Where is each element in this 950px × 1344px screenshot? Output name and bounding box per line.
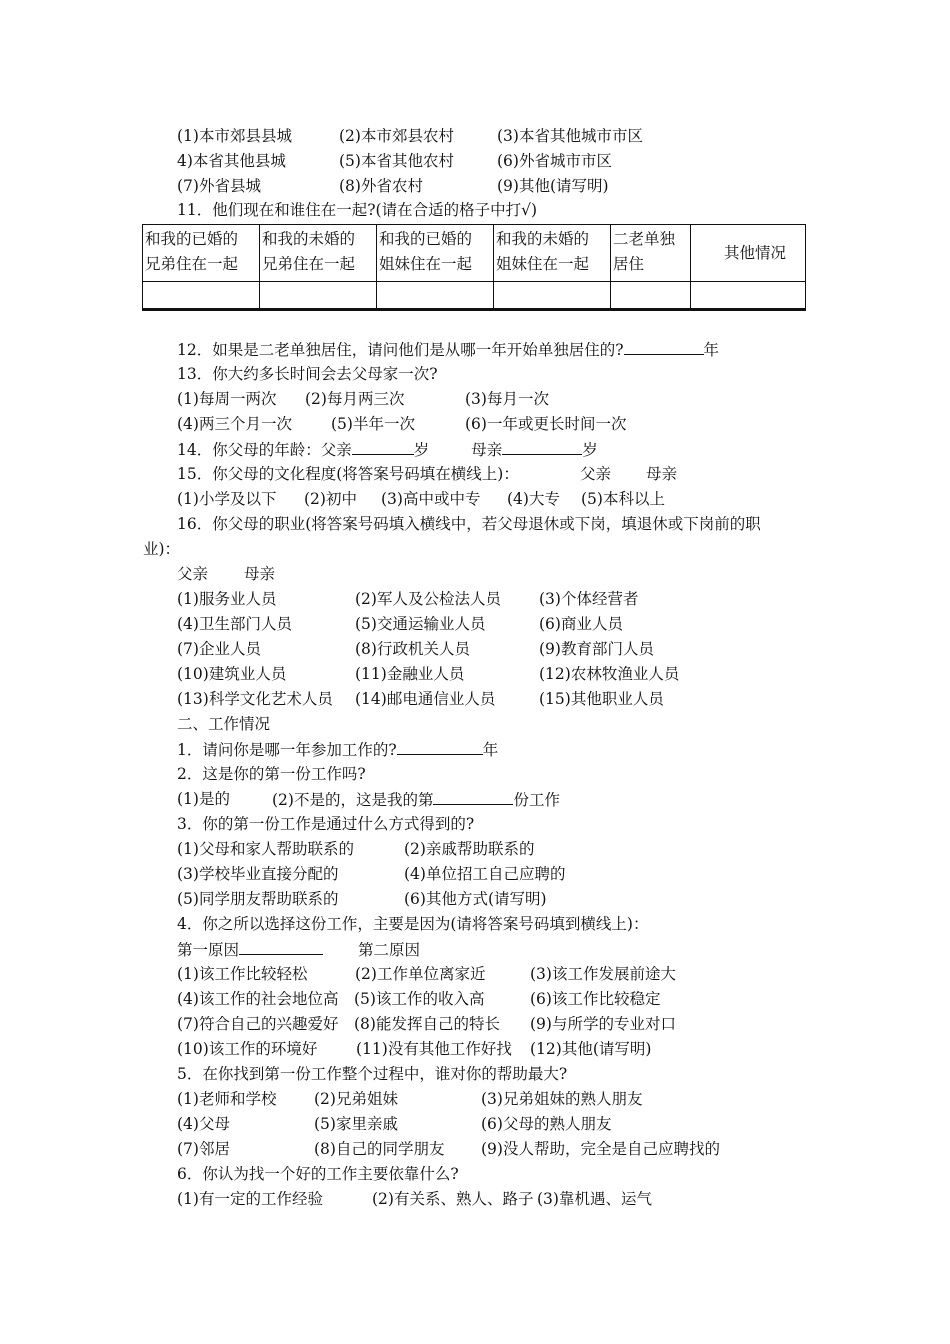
option: (6)该工作比较稳定	[530, 990, 661, 1008]
checkbox-cell[interactable]	[611, 282, 690, 309]
option: (10)该工作的环境好	[177, 1040, 318, 1058]
option: (2)每月两三次	[305, 390, 405, 408]
first-reason-label: 第一原因	[177, 941, 240, 959]
option: (10)建筑业人员	[177, 665, 287, 683]
option: (15)其他职业人员	[539, 690, 664, 708]
question-14	[177, 439, 598, 460]
option: (3)本省其他城市市区	[497, 127, 643, 145]
mother-label: 母亲	[244, 565, 276, 583]
option: (7)企业人员	[177, 640, 261, 658]
father-label: 父亲	[177, 565, 209, 583]
second-reason-label: 第二原因	[358, 941, 421, 959]
option: (6)父母的熟人朋友	[481, 1115, 612, 1133]
reason-line	[177, 939, 420, 960]
option: (8)行政机关人员	[355, 640, 470, 658]
question-12	[177, 339, 719, 360]
option: (9)与所学的专业对口	[530, 1015, 676, 1033]
option: (6)商业人员	[539, 615, 623, 633]
option: (7)符合自己的兴趣爱好	[177, 1015, 339, 1033]
father-label: 父亲	[580, 465, 612, 483]
living-arrangement-table	[142, 224, 806, 311]
option: (7)外省县城	[177, 177, 261, 195]
option: (6)外省城市市区	[497, 152, 612, 170]
table-header: 和我的未婚的	[496, 230, 590, 248]
question-text: 12．如果是二老单独居住，请问他们是从哪一年开始单独居住的?	[177, 341, 624, 359]
option: (2)本市郊县农村	[339, 127, 454, 145]
question-11: 11．他们现在和谁住在一起?(请在合适的格子中打√)	[177, 201, 538, 219]
option: (11)金融业人员	[355, 665, 465, 683]
option: (1)本市郊县县城	[177, 127, 292, 145]
option: 4)本省其他县城	[177, 152, 286, 170]
option: (6)其他方式(请写明)	[404, 890, 547, 908]
table-header: 居住	[613, 255, 645, 273]
option: (3)兄弟姐妹的熟人朋友	[481, 1090, 643, 1108]
option: (4)两三个月一次	[177, 415, 292, 433]
option: (3)该工作发展前途大	[530, 965, 676, 983]
question-13: 13．你大约多长时间会去父母家一次?	[177, 365, 438, 383]
option: (6)一年或更长时间一次	[465, 415, 627, 433]
option: (4)该工作的社会地位高	[177, 990, 339, 1008]
work-question-1	[177, 739, 498, 760]
option: (5)本省其他农村	[339, 152, 454, 170]
checkbox-cell[interactable]	[377, 282, 493, 309]
option: (8)能发挥自己的特长	[354, 1015, 500, 1033]
option: (1)老师和学校	[177, 1090, 277, 1108]
option: (1)是的	[177, 790, 230, 808]
table-header: 和我的未婚的	[262, 230, 356, 248]
mother-age-blank[interactable]	[502, 439, 582, 455]
option: (3)个体经营者	[539, 590, 639, 608]
option: (3)靠机遇、运气	[537, 1190, 652, 1208]
option: (5)本科以上	[581, 490, 665, 508]
option-text: (2)不是的，这是我的第	[272, 791, 434, 809]
work-question-4: 4．你之所以选择这份工作，主要是因为(请将答案号码填到横线上)：	[177, 915, 649, 933]
option: (3)高中或中专	[381, 490, 481, 508]
father-age-blank[interactable]	[352, 439, 414, 455]
option: (5)交通运输业人员	[355, 615, 486, 633]
option: (1)父母和家人帮助联系的	[177, 840, 354, 858]
option: (2)亲戚帮助联系的	[404, 840, 535, 858]
option: (9)其他(请写明)	[497, 177, 609, 195]
option: (3)每月一次	[465, 390, 549, 408]
option: (4)单位招工自己应聘的	[404, 865, 566, 883]
option: (4)大专	[507, 490, 560, 508]
option: (1)每周一两次	[177, 390, 277, 408]
table-header: 兄弟住在一起	[262, 255, 356, 273]
option: (3)学校毕业直接分配的	[177, 865, 339, 883]
option: (8)外省农村	[339, 177, 423, 195]
table-header: 和我的已婚的	[379, 230, 473, 248]
unit-label: 年	[482, 741, 499, 759]
answer-blank[interactable]	[397, 739, 483, 755]
question-16: 16．你父母的职业(将答案号码填入横线中，若父母退休或下岗，填退休或下岗前的职	[177, 515, 761, 533]
checkbox-cell[interactable]	[691, 282, 805, 309]
table-header: 兄弟住在一起	[145, 255, 239, 273]
table-header: 和我的已婚的	[145, 230, 239, 248]
section-title: 二、工作情况	[177, 715, 271, 733]
table-header: 姐妹住在一起	[496, 255, 590, 273]
option: (2)军人及公检法人员	[355, 590, 501, 608]
checkbox-cell[interactable]	[494, 282, 610, 309]
table-header: 二老单独	[613, 230, 676, 248]
question-16-cont: 业)：	[143, 540, 181, 558]
answer-blank[interactable]	[624, 339, 704, 355]
option	[272, 789, 560, 810]
option: (14)邮电通信业人员	[355, 690, 496, 708]
option-text: 份工作	[513, 791, 560, 809]
work-question-2: 2．这是你的第一份工作吗?	[177, 765, 366, 783]
option: (8)自己的同学朋友	[314, 1140, 445, 1158]
checkbox-cell[interactable]	[260, 282, 376, 309]
option: (13)科学文化艺术人员	[177, 690, 333, 708]
option: (1)该工作比较轻松	[177, 965, 308, 983]
question-text: 1．请问你是哪一年参加工作的?	[177, 741, 397, 759]
table-header: 姐妹住在一起	[379, 255, 473, 273]
work-question-5: 5．在你找到第一份工作整个过程中，谁对你的帮助最大?	[177, 1065, 568, 1083]
option: (2)兄弟姐妹	[314, 1090, 398, 1108]
option: (5)家里亲戚	[314, 1115, 398, 1133]
question-15: 15．你父母的文化程度(将答案号码填在横线上)：	[177, 465, 519, 483]
unit-label: 岁	[413, 441, 430, 459]
option: (1)小学及以下	[177, 490, 277, 508]
answer-blank[interactable]	[433, 789, 513, 805]
option: (2)有关系、熟人、路子	[372, 1190, 534, 1208]
table-header: 其他情况	[724, 244, 787, 262]
option: (7)邻居	[177, 1140, 230, 1158]
mother-label: 母亲	[646, 465, 678, 483]
work-question-3: 3．你的第一份工作是通过什么方式得到的?	[177, 815, 475, 833]
first-reason-blank[interactable]	[239, 939, 323, 955]
option: (5)半年一次	[331, 415, 415, 433]
option: (9)没人帮助，完全是自己应聘找的	[481, 1140, 720, 1158]
option: (2)工作单位离家近	[355, 965, 486, 983]
option: (1)有一定的工作经验	[177, 1190, 323, 1208]
option: (9)教育部门人员	[539, 640, 654, 658]
option: (5)该工作的收入高	[354, 990, 485, 1008]
unit-label: 岁	[582, 441, 598, 459]
unit-label: 年	[703, 341, 720, 359]
option: (1)服务业人员	[177, 590, 277, 608]
option: (12)其他(请写明)	[530, 1040, 652, 1058]
question-text: 14．你父母的年龄：父亲	[177, 441, 352, 459]
work-question-6: 6．你认为找一个好的工作主要依靠什么?	[177, 1165, 459, 1183]
option: (5)同学朋友帮助联系的	[177, 890, 339, 908]
option: (12)农林牧渔业人员	[539, 665, 680, 683]
option: (11)没有其他工作好找	[356, 1040, 512, 1058]
mother-label: 母亲	[471, 441, 503, 459]
checkbox-cell[interactable]	[143, 282, 259, 309]
option: (2)初中	[304, 490, 357, 508]
option: (4)父母	[177, 1115, 230, 1133]
option: (4)卫生部门人员	[177, 615, 292, 633]
